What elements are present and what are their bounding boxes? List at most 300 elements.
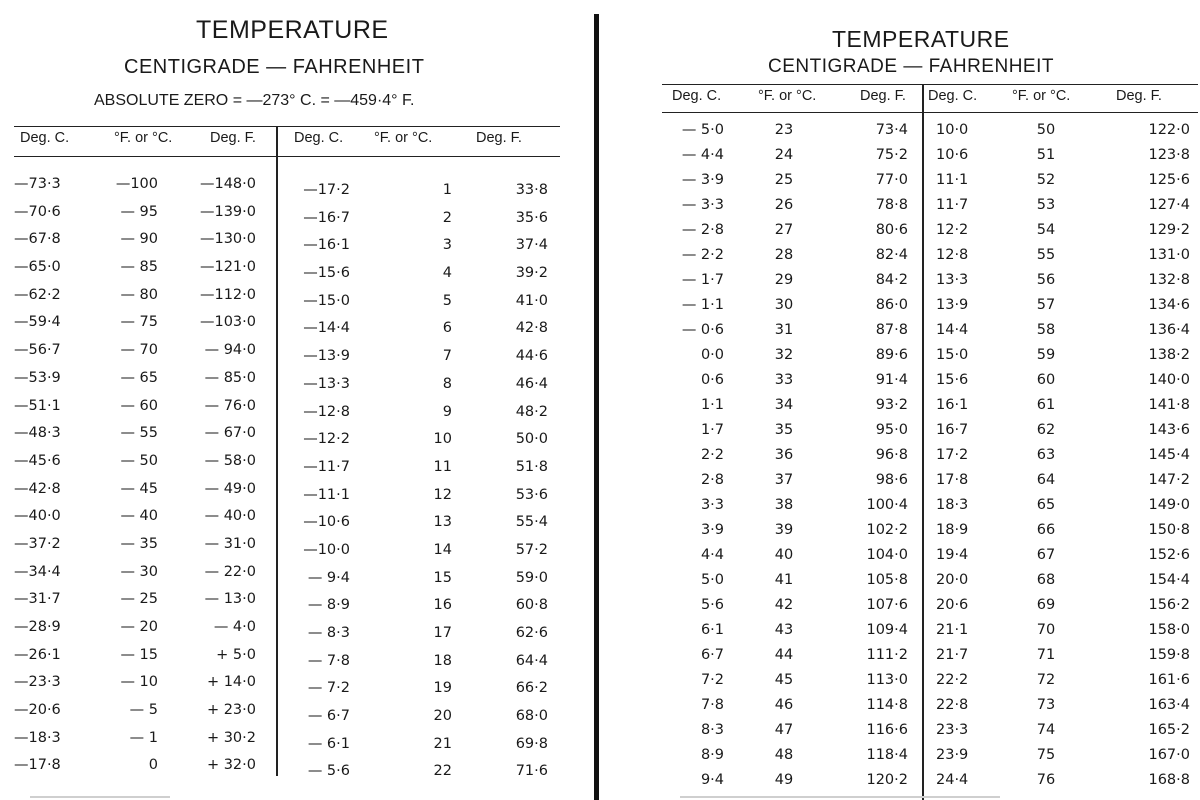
cell-f-or-c: 30 [774,297,794,313]
table-row [662,668,922,693]
cell-f-or-c: — 30 [120,563,158,580]
cell-deg-c: —14·4 [303,320,350,337]
cell-deg-c: —10·0 [303,541,350,558]
cell-f-or-c: 17 [433,625,452,641]
cell-deg-f: 154·4 [1148,572,1190,588]
cell-f-or-c: 35 [774,422,794,438]
table-row [662,268,922,293]
table-row [14,421,276,449]
table-row [282,649,562,677]
cell-f-or-c: 34 [774,397,794,413]
cell-f-or-c: 75 [1036,747,1056,763]
cell-deg-f: 80·6 [875,222,908,238]
table-row [926,693,1198,718]
cell-f-or-c: 50 [1036,122,1056,138]
header-bottom-rule [662,112,1198,113]
cell-deg-f: — 94·0 [204,342,256,359]
cell-deg-c: 22·8 [936,697,969,713]
header-f-or-c: °F. or °C. [758,88,817,104]
table-row [926,368,1198,393]
cell-deg-c: 18·3 [936,497,969,513]
table-row [14,338,276,366]
right-block-2 [926,118,1198,793]
cell-deg-c: —11·7 [303,458,350,475]
table-row [14,587,276,615]
cell-deg-c: 23·9 [936,747,969,763]
table-row [926,443,1198,468]
cell-f-or-c: 58 [1036,322,1056,338]
cell-f-or-c: — 5 [129,702,158,719]
cell-f-or-c: 5 [442,292,452,309]
cell-deg-f: 125·6 [1148,172,1190,188]
cell-deg-f: 86·0 [875,297,908,313]
cell-deg-c: —11·1 [303,486,350,503]
cell-deg-f: 37·4 [515,237,548,254]
cell-deg-c: —42·8 [14,480,61,497]
table-row [14,394,276,422]
table-row [662,693,922,718]
cell-deg-c: 17·2 [936,447,969,463]
cell-deg-c: 2·8 [700,472,724,488]
table-row [282,289,562,317]
table-row [662,768,922,793]
cell-deg-f: 152·6 [1148,547,1190,563]
cell-f-or-c: 11 [433,458,452,475]
table-row [662,643,922,668]
cell-deg-c: 13·3 [936,272,969,288]
cell-f-or-c: 46 [774,697,794,713]
cell-deg-f: + 5·0 [216,646,256,663]
cell-deg-f: 132·8 [1148,272,1190,288]
table-row [662,493,922,518]
table-row [662,168,922,193]
cell-deg-f: 143·6 [1148,422,1190,438]
cell-deg-c: —17·2 [303,182,350,198]
table-row [14,310,276,338]
cell-f-or-c: 18 [433,652,452,669]
cell-deg-c: —15·0 [303,292,350,309]
cell-deg-c: —65·0 [14,259,61,276]
cell-deg-c: —16·1 [303,237,350,254]
cell-deg-c: 10·0 [936,122,969,138]
cell-deg-f: 66·2 [515,680,548,697]
table-row [662,143,922,168]
left-block-1 [14,172,276,781]
cell-f-or-c: 12 [433,486,452,503]
header-deg-f: Deg. F. [210,130,256,146]
cell-f-or-c: 10 [433,431,452,448]
cell-f-or-c: 4 [442,265,452,282]
cell-deg-c: —18·3 [14,729,61,746]
cell-deg-c: 7·2 [700,672,724,688]
cell-deg-f: 100·4 [866,497,908,513]
cell-deg-f: 89·6 [875,347,908,363]
cell-deg-c: 6·7 [700,647,724,663]
cell-deg-c: 6·1 [700,622,724,638]
table-row [14,560,276,588]
cell-deg-c: 0·0 [700,347,724,363]
cell-f-or-c: 13 [433,514,452,531]
cell-deg-f: 42·8 [515,320,548,337]
cell-deg-c: —53·9 [14,369,61,386]
cell-deg-f: — 49·0 [204,480,256,497]
cell-deg-f: 98·6 [875,472,908,488]
cell-f-or-c: 72 [1036,672,1056,688]
column-divider [276,126,278,776]
table-row [282,233,562,261]
table-row [926,718,1198,743]
cell-deg-c: 1·1 [700,397,724,413]
table-row [14,200,276,228]
cell-f-or-c: 60 [1036,372,1056,388]
table-row [662,618,922,643]
cell-deg-c: — 1·1 [681,297,724,313]
right-page-title: TEMPERATURE [832,26,1010,52]
table-row [282,400,562,428]
cell-deg-c: 24·4 [936,772,969,788]
cell-deg-f: —148·0 [199,176,256,192]
table-row [926,218,1198,243]
table-row [926,393,1198,418]
cell-f-or-c: — 55 [120,425,158,442]
table-row [14,366,276,394]
cell-deg-c: 3·3 [700,497,724,513]
cell-deg-f: 73·4 [875,122,908,138]
cell-deg-f: + 23·0 [206,702,256,719]
cell-f-or-c: 26 [774,197,794,213]
cell-f-or-c: 55 [1036,247,1056,263]
cell-deg-c: —28·9 [14,619,61,635]
cell-deg-f: 116·6 [866,722,908,738]
cell-deg-f: 93·2 [875,397,908,413]
cell-f-or-c: 53 [1036,197,1056,213]
cell-deg-c: 3·9 [700,522,724,538]
cell-f-or-c: 2 [442,209,452,226]
cell-deg-c: — 4·4 [681,147,724,163]
cell-deg-f: — 4·0 [213,619,256,635]
cell-f-or-c: 70 [1036,622,1056,638]
table-row [282,621,562,649]
table-row [282,732,562,760]
table-row [662,418,922,443]
cell-deg-f: 102·2 [866,522,908,538]
cell-f-or-c: 23 [774,122,794,138]
cell-f-or-c: 29 [774,272,794,288]
cell-deg-f: — 31·0 [204,535,256,552]
cell-deg-f: —121·0 [199,259,256,276]
table-row [282,206,562,234]
table-row [282,759,562,787]
cell-f-or-c: 31 [774,322,794,338]
right-page-subtitle: CENTIGRADE — FAHRENHEIT [768,56,1054,77]
cell-deg-c: 7·8 [700,697,724,713]
cell-deg-c: — 2·8 [681,222,724,238]
cell-f-or-c: 63 [1036,447,1056,463]
table-row [14,615,276,643]
table-row [926,668,1198,693]
table-row [14,726,276,754]
left-page [0,0,590,800]
cell-deg-c: 21·7 [936,647,969,663]
cell-deg-f: — 76·0 [204,397,256,414]
cell-deg-f: + 32·0 [206,757,256,774]
cell-deg-c: — 9·4 [307,569,350,586]
table-row [926,118,1198,143]
cell-f-or-c: 1 [442,182,452,198]
header-bottom-rule [14,156,560,157]
table-row [926,468,1198,493]
table-row [14,698,276,726]
cell-deg-f: — 58·0 [204,452,256,469]
cell-deg-c: —16·7 [303,209,350,226]
cell-deg-c: —70·6 [14,203,61,220]
cell-deg-c: — 5·6 [307,763,350,780]
cell-deg-f: 159·8 [1148,647,1190,663]
cell-deg-f: —139·0 [199,203,256,220]
cell-deg-c: 19·4 [936,547,969,563]
cell-deg-f: 91·4 [875,372,908,388]
cell-f-or-c: 33 [774,372,794,388]
cell-f-or-c: 43 [774,622,794,638]
cell-f-or-c: — 25 [120,591,158,608]
cell-deg-c: 2·2 [700,447,724,463]
header-deg-c: Deg. C. [928,88,978,104]
table-row [662,393,922,418]
cell-deg-f: 39·2 [515,265,548,282]
cell-deg-c: —20·6 [14,702,61,719]
cell-deg-f: 109·4 [866,622,908,638]
table-row [662,518,922,543]
cell-f-or-c: 71 [1036,647,1056,663]
left-table [14,126,574,800]
table-row [14,670,276,698]
cell-deg-c: —56·7 [14,342,61,359]
cell-f-or-c: 49 [774,772,794,788]
cell-deg-f: 57·2 [515,541,548,558]
cell-f-or-c: — 85 [120,259,158,276]
cell-f-or-c: 62 [1036,422,1056,438]
table-row [926,568,1198,593]
cell-deg-c: 12·2 [936,222,969,238]
cell-deg-c: 23·3 [936,722,969,738]
cell-f-or-c: 45 [774,672,794,688]
cell-deg-c: — 7·8 [307,652,350,669]
cell-deg-c: 16·1 [936,397,969,413]
cell-deg-c: —15·6 [303,265,350,282]
cell-deg-f: 53·6 [515,486,548,503]
cell-deg-f: — 85·0 [204,369,256,386]
table-row [282,510,562,538]
cell-deg-c: —13·3 [303,375,350,392]
table-row [282,566,562,594]
cell-deg-f: — 67·0 [204,425,256,442]
cell-deg-c: 5·6 [700,597,724,613]
cell-deg-f: 95·0 [875,422,908,438]
table-row [926,643,1198,668]
table-row [282,483,562,511]
right-table [662,84,1200,800]
right-table-header [662,84,1198,112]
cell-deg-c: —26·1 [14,646,61,663]
cell-deg-c: —37·2 [14,535,61,552]
cell-deg-f: 75·2 [875,147,908,163]
cell-f-or-c: 57 [1036,297,1056,313]
page-divider [594,14,599,800]
cell-deg-f: 163·4 [1148,697,1190,713]
header-f-or-c: °F. or °C. [1012,88,1071,104]
cell-deg-f: 59·0 [515,569,548,586]
table-row [926,768,1198,793]
cell-deg-f: 131·0 [1148,247,1190,263]
cell-deg-f: 113·0 [866,672,908,688]
cell-deg-c: — 0·6 [681,322,724,338]
cell-deg-f: 136·4 [1148,322,1190,338]
table-row [282,372,562,400]
cell-f-or-c: 74 [1036,722,1056,738]
table-row [282,427,562,455]
cell-deg-f: 127·4 [1148,197,1190,213]
cell-deg-f: 114·8 [866,697,908,713]
cell-deg-c: — 6·7 [307,708,350,725]
cell-f-or-c: —100 [115,176,158,192]
cell-deg-f: 82·4 [875,247,908,263]
cell-deg-f: 156·2 [1148,597,1190,613]
cell-deg-f: 140·0 [1148,372,1190,388]
table-row [926,243,1198,268]
cell-f-or-c: 32 [774,347,794,363]
cell-f-or-c: 54 [1036,222,1056,238]
table-row [926,318,1198,343]
cell-deg-c: 15·0 [936,347,969,363]
left-page-subtitle: CENTIGRADE — FAHRENHEIT [124,56,425,78]
table-row [282,538,562,566]
cell-f-or-c: 22 [433,763,452,780]
cell-f-or-c: 27 [774,222,794,238]
cell-deg-f: 69·8 [515,735,548,752]
cell-deg-c: —34·4 [14,563,61,580]
scan-edge [30,796,170,798]
cell-deg-c: —73·3 [14,176,61,192]
header-deg-c: Deg. C. [20,130,70,146]
cell-deg-c: —51·1 [14,397,61,414]
cell-deg-c: 22·2 [936,672,969,688]
cell-f-or-c: 56 [1036,272,1056,288]
table-row [14,172,276,200]
cell-f-or-c: 40 [774,547,794,563]
table-row [14,227,276,255]
cell-f-or-c: 64 [1036,472,1056,488]
cell-deg-c: —23·3 [14,674,61,691]
header-deg-c: Deg. C. [672,88,722,104]
cell-deg-c: 5·0 [700,572,724,588]
table-row [662,343,922,368]
table-row [662,568,922,593]
cell-f-or-c: 0 [148,757,158,774]
cell-deg-f: 51·8 [515,458,548,475]
cell-deg-f: 78·8 [875,197,908,213]
cell-deg-c: —17·8 [14,757,61,774]
table-row [662,318,922,343]
cell-deg-f: 87·8 [875,322,908,338]
cell-deg-f: 35·6 [515,209,548,226]
cell-deg-c: — 1·7 [681,272,724,288]
cell-deg-f: 120·2 [866,772,908,788]
table-row [282,593,562,621]
cell-f-or-c: — 1 [129,729,158,746]
cell-deg-f: — 40·0 [204,508,256,525]
header-f-or-c: °F. or °C. [114,130,173,146]
table-row [282,178,562,206]
cell-deg-c: — 2·2 [681,247,724,263]
table-row [662,718,922,743]
cell-deg-f: 44·6 [515,348,548,365]
cell-deg-f: 165·2 [1148,722,1190,738]
table-row [282,455,562,483]
cell-f-or-c: 68 [1036,572,1056,588]
cell-deg-c: —48·3 [14,425,61,442]
left-table-header [14,126,560,154]
cell-f-or-c: 67 [1036,547,1056,563]
cell-deg-c: — 3·3 [681,197,724,213]
table-row [926,518,1198,543]
cell-deg-f: 167·0 [1148,747,1190,763]
table-row [662,543,922,568]
cell-f-or-c: — 35 [120,535,158,552]
table-row [662,118,922,143]
cell-f-or-c: — 20 [120,619,158,635]
header-deg-c: Deg. C. [294,130,344,146]
cell-deg-f: 168·8 [1148,772,1190,788]
table-row [662,468,922,493]
table-row [14,643,276,671]
cell-deg-f: — 13·0 [204,591,256,608]
table-row [282,344,562,372]
cell-f-or-c: 66 [1036,522,1056,538]
cell-f-or-c: 21 [433,735,452,752]
cell-deg-f: 33·8 [515,182,548,198]
cell-f-or-c: 16 [433,597,452,614]
table-row [282,704,562,732]
table-row [926,593,1198,618]
cell-f-or-c: 41 [774,572,794,588]
cell-f-or-c: 44 [774,647,794,663]
table-row [14,449,276,477]
table-row [662,218,922,243]
cell-deg-f: 62·6 [515,625,548,641]
table-row [926,618,1198,643]
cell-f-or-c: 37 [774,472,794,488]
cell-deg-c: —59·4 [14,314,61,331]
cell-deg-f: 158·0 [1148,622,1190,638]
cell-deg-c: 21·1 [936,622,969,638]
cell-deg-f: 147·2 [1148,472,1190,488]
cell-deg-c: — 8·9 [307,597,350,614]
cell-deg-f: 50·0 [515,431,548,448]
cell-deg-f: 118·4 [866,747,908,763]
table-row [926,193,1198,218]
cell-deg-c: —40·0 [14,508,61,525]
cell-f-or-c: — 40 [120,508,158,525]
header-deg-f: Deg. F. [476,130,522,146]
table-row [662,243,922,268]
cell-deg-f: + 14·0 [206,674,256,691]
cell-f-or-c: 61 [1036,397,1056,413]
cell-f-or-c: — 60 [120,397,158,414]
cell-f-or-c: — 45 [120,480,158,497]
cell-deg-c: —67·8 [14,231,61,248]
cell-deg-c: 14·4 [936,322,969,338]
cell-f-or-c: — 95 [120,203,158,220]
